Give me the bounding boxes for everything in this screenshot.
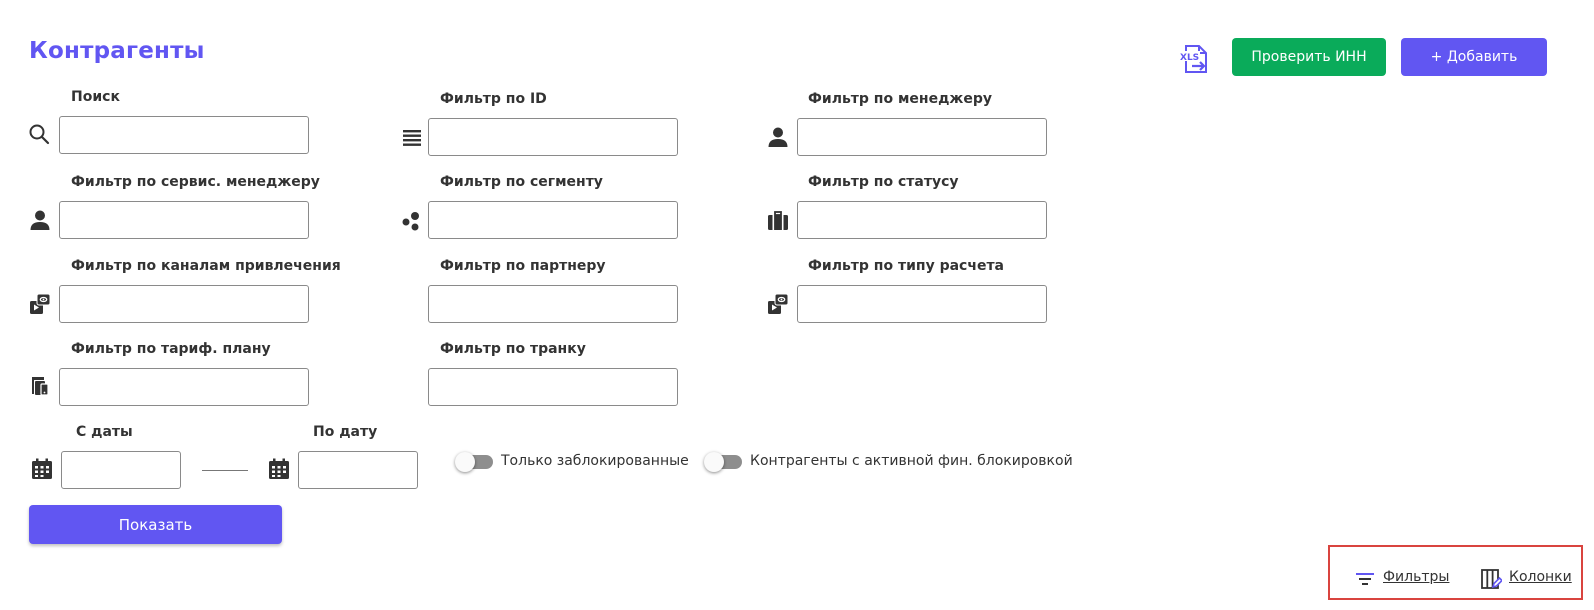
search-icon [28,123,50,145]
blocked-only-toggle[interactable] [457,455,493,469]
payment-type-filter-input[interactable] [797,285,1047,323]
trunk-filter-input[interactable] [428,368,678,406]
date-from-label: С даты [76,424,133,440]
columns-edit-icon[interactable] [1480,568,1502,590]
service-manager-filter-input[interactable] [59,201,309,239]
date-from-input[interactable] [61,451,181,489]
partner-filter-label: Фильтр по партнеру [440,258,606,274]
id-filter-input[interactable] [428,118,678,156]
toggle-knob [704,452,724,472]
blocked-only-label: Только заблокированные [501,453,689,469]
status-filter-label: Фильтр по статусу [808,174,959,190]
fin-blocked-label: Контрагенты с активной фин. блокировкой [750,453,1073,469]
user-icon [767,126,789,148]
bubbles-icon [400,210,422,232]
id-filter-label: Фильтр по ID [440,91,547,107]
search-label: Поиск [71,89,120,105]
search-input[interactable] [59,116,309,154]
list-icon [401,127,423,149]
channels-filter-input[interactable] [59,285,309,323]
tariff-filter-label: Фильтр по тариф. плану [71,341,271,357]
channels-filter-label: Фильтр по каналам привлечения [71,258,341,274]
payment-type-filter-label: Фильтр по типу расчета [808,258,1005,274]
check-inn-button[interactable]: Проверить ИНН [1232,38,1386,76]
manager-filter-input[interactable] [797,118,1047,156]
page-title: Контрагенты [29,38,205,64]
toggle-knob [455,452,475,472]
filters-link[interactable]: Фильтры [1383,569,1450,585]
calendar-icon [268,458,290,480]
date-to-input[interactable] [298,451,418,489]
manager-filter-label: Фильтр по менеджеру [808,91,992,107]
partner-filter-input[interactable] [428,285,678,323]
trunk-filter-label: Фильтр по транку [440,341,586,357]
status-filter-input[interactable] [797,201,1047,239]
segment-filter-input[interactable] [428,201,678,239]
tariff-filter-input[interactable] [59,368,309,406]
service-manager-filter-label: Фильтр по сервис. менеджеру [71,174,320,190]
briefcase-icon [767,210,789,232]
user-icon [29,209,51,231]
xls-export-icon[interactable] [1178,42,1212,76]
date-to-label: По дату [313,424,378,440]
svg-text:XLS: XLS [1180,53,1200,63]
filter-lines-icon[interactable] [1354,568,1376,590]
media-icon [29,293,51,315]
date-range-divider [202,470,248,471]
columns-link[interactable]: Колонки [1509,569,1572,585]
fin-blocked-toggle[interactable] [706,455,742,469]
calendar-icon [31,458,53,480]
devices-icon [29,375,51,397]
segment-filter-label: Фильтр по сегменту [440,174,603,190]
media-icon [767,293,789,315]
show-button[interactable]: Показать [29,505,282,544]
add-button[interactable]: + Добавить [1401,38,1547,76]
